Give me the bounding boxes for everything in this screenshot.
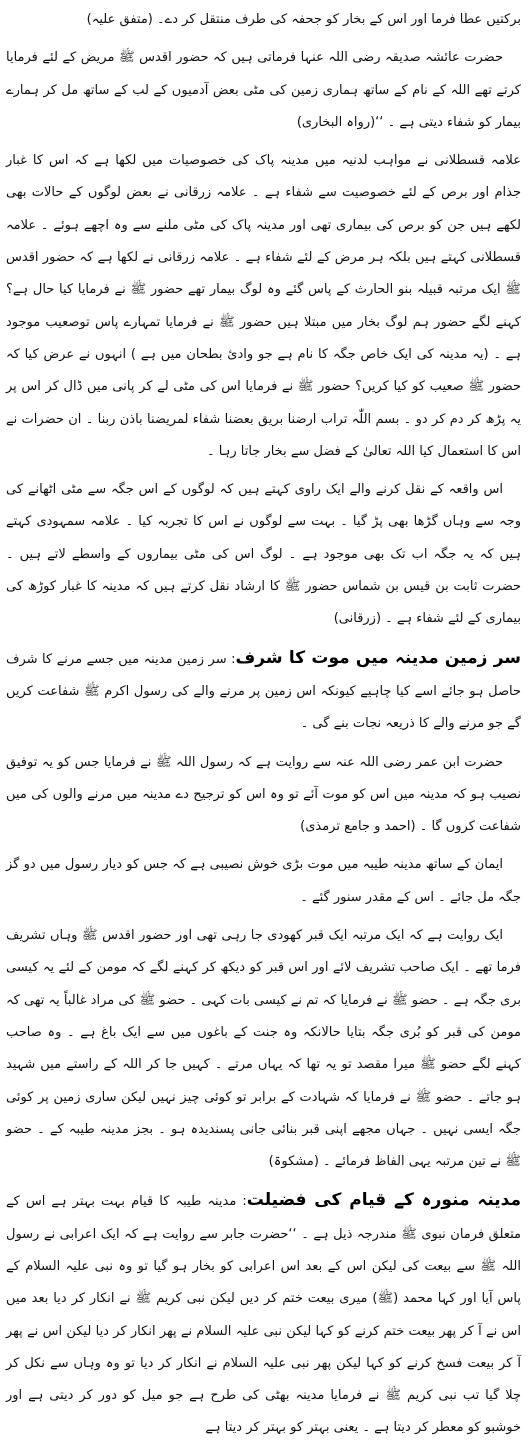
paragraph-7: [6, 849, 521, 914]
paragraph-1: [6, 4, 521, 36]
paragraph-3: [6, 145, 521, 468]
paragraph-6: [6, 747, 521, 844]
paragraph-text: علامہ قسطلانی نے مواہب لدنیہ میں مدینہ پاک کی خصوصیات میں لکھا ہے کہ اس کا غبار جذام اور برص کے لئے خصوصیت سے شفاء ہے ۔ علامہ زرقانی نے بعض لوگوں کے حالات بھی لکھے ہیں جن کو برص کی بیماری تھی اور مدینہ پاک کی مٹی ملنے سے وہ اچھے ہوئے ۔ علامہ قسطلانی کہتے ہیں بلکہ ہر مرض کے لئے شفاء ہے ۔ علامہ زرقانی نے لکھا ہے کہ حضور اقدس ﷺ ایک مرتبہ قبیلہ بنو الحارث کے پاس گئے وہ لوگ بیمار تھے حضور ﷺ نے فرمایا کیا حال ہے؟ کہنے لگے حضور ہم لوگ بخار میں مبتلا ہیں حضور ﷺ نے فرمایا تمہارے پاس توصعیب موجود ہے ۔ (یہ مدینہ کی ایک خاص جگہ کا نام ہے جو وادیٔ بطحان میں ہے ) انہوں نے عرض کیا کہ حضور ﷺ صعیب کو کیا کریں؟ حضور ﷺ نے فرمایا اس کی مٹی لے کر پانی میں ڈال کر اس پر یہ پڑھ کر دم کر دو ۔ بسم اللّٰہ تراب ارضنا بریق بعضنا شفاء لمریضنا باذن ربنا ۔ ان حضرات نے اس کا استعمال کیا اللہ تعالیٰ کے فضل سے بخار جاتا رہا ۔: [6, 153, 521, 459]
paragraph-text: اس واقعہ کے نقل کرنے والے ایک راوی کہتے ہیں کہ لوگوں کے اس جگہ سے مٹی اٹھانے کی وجہ سے وہاں گڑھا بھی پڑ گیا ۔ بہت سے لوگوں نے اس کا تجربہ کیا ۔ علامہ سمہودی کہتے ہیں کہ یہ جگہ اب تک بھی موجود ہے ۔ لوگ اس کی مٹی بیماروں کے واسطے لاتے ہیں ۔ حضرت ثابت بن قیس بن شماس حضور ﷺ کا ارشاد نقل کرتے ہیں کہ مدینہ کا غبار کوڑھ کی بیماری کے لئے شفاء ہے ۔ (زرقانی): [6, 482, 521, 627]
paragraph-8: [6, 920, 521, 1178]
paragraph-5: [6, 642, 521, 741]
paragraph-text: حضرت ابن عمر رضی اللہ عنہ سے روایت ہے کہ رسول اللہ ﷺ نے فرمایا جس کو یہ توفیق نصیب ہو کہ مدینہ میں اس کو موت آئے تو وہ اس کو ترجیح دے مدینہ میں مرنے والوں کی میں شفاعت کروں گا ۔ (احمد و جامع ترمذی): [6, 754, 521, 835]
section-heading: مدینہ منورہ کے قیام کی فضیلت: [246, 1190, 521, 1211]
paragraph-2: [6, 42, 521, 139]
paragraph-text: : سر زمین مدینہ میں جسے مرنے کا شرف حاصل ہو جائے اسے کیا چاہیے کیونکہ اس زمین پر مرنے والے کی رسول اکرم ﷺ شفاعت کریں گے جو مرنے والے کا ذریعہ نجات بنے گی ۔: [6, 651, 521, 732]
paragraph-4: [6, 474, 521, 635]
section-heading: سر زمین مدینہ میں موت کا شرف: [235, 647, 521, 668]
paragraph-text: : مدینہ طیبہ کا قیام بہت بہتر ہے اس کے متعلق فرمان نبوی ﷺ مندرجہ ذیل ہے ۔ ‘‘حضرت جابر سے روایت ہے کہ ایک اعرابی نے رسول اللہ ﷺ سے بیعت کی لیکن اس کے بعد اس اعرابی کو بخار ہو گیا تو وہ نبی علیہ السلام کے پاس آیا اور کہا محمد (ﷺ) میری بیعت ختم کر دیں لیکن نبی کریم ﷺ نے انکار کر دیا بعد میں اس نے آ کر پھر بیعت ختم کرنے کو کہا لیکن نبی علیہ السلام نے پھر انکار کر دیا لیکن اس نے پھر آ کر بیعت فسخ کرنے کو کہا لیکن پھر نبی علیہ السلام نے انکار کر دیا تو وہ وہاں سے نکل کر چلا گیا تب نبی کریم ﷺ نے فرمایا مدینہ بھٹی کی طرح ہے جو میل کو دور کر دیتی ہے اور خوشبو کو معطر کر دیتا ہے ۔ یعنی بہتر کو بہتر کر دیتا ہے: [6, 1194, 521, 1436]
paragraph-text: ایک روایت ہے کہ ایک مرتبہ ایک قبر کھودی جا رہی تھی اور حضور اقدس ﷺ وہاں تشریف فرما تھے ۔ ایک صاحب تشریف لائے اور اس قبر کو دیکھ کر کہنے لگے کہ مومن کے لئے یہ کیسی بری جگہ ہے ۔ حضو ﷺ نے فرمایا کہ تم نے کیسی بات کہی ۔ حضو ﷺ کی مراد غالباً یہ تھی کہ مومن کی قبر کو بُری جگہ بتایا حالانکہ وہ جنت کے باغوں میں سے ایک باغ ہے ۔ وہ صاحب کہنے لگے حضو ﷺ میرا مقصد تو یہ تھا کہ یہاں مرتے ۔ کہیں جا کر اللہ کے راستے میں شہید ہو جاتے ۔ حضو ﷺ نے فرمایا کہ شہادت کے برابر تو کوئی چیز نہیں لیکن ساری زمین پر کوئی جگہ ایسی نہیں ۔ جہاں مجھے اپنی قبر بنائی جانی پسندیدہ ہو ۔ بجز مدینہ طیبہ کے ۔ حضو ﷺ نے تین مرتبہ یہی الفاظ فرمائے ۔ (مشکوۃ): [6, 928, 521, 1170]
paragraph-text: ایمان کے ساتھ مدینہ طیبہ میں موت بڑی خوش نصیبی ہے کہ جس کو دیار رسول میں دو گز جگہ مل جائے ۔ اس کے مقدر سنور گئے ۔: [6, 857, 521, 905]
paragraph-text: برکتیں عطا فرما اور اس کے بخار کو جحفہ کی طرف منتقل کر دے۔ (متفق علیہ): [86, 12, 521, 27]
paragraph-text: حضرت عائشہ صدیقہ رضی اللہ عنہا فرماتی ہیں کہ حضور اقدس ﷺ مریض کے لئے فرمایا کرتے تھے اللہ کے نام کے ساتھ ہماری زمین کی مٹی بعض آدمیوں کے لب کے ساتھ مل کر ہمارے بیمار کو شفاء دیتی ہے ۔ ‘‘(رواہ البخاری): [6, 50, 521, 130]
paragraph-9: [6, 1184, 521, 1444]
